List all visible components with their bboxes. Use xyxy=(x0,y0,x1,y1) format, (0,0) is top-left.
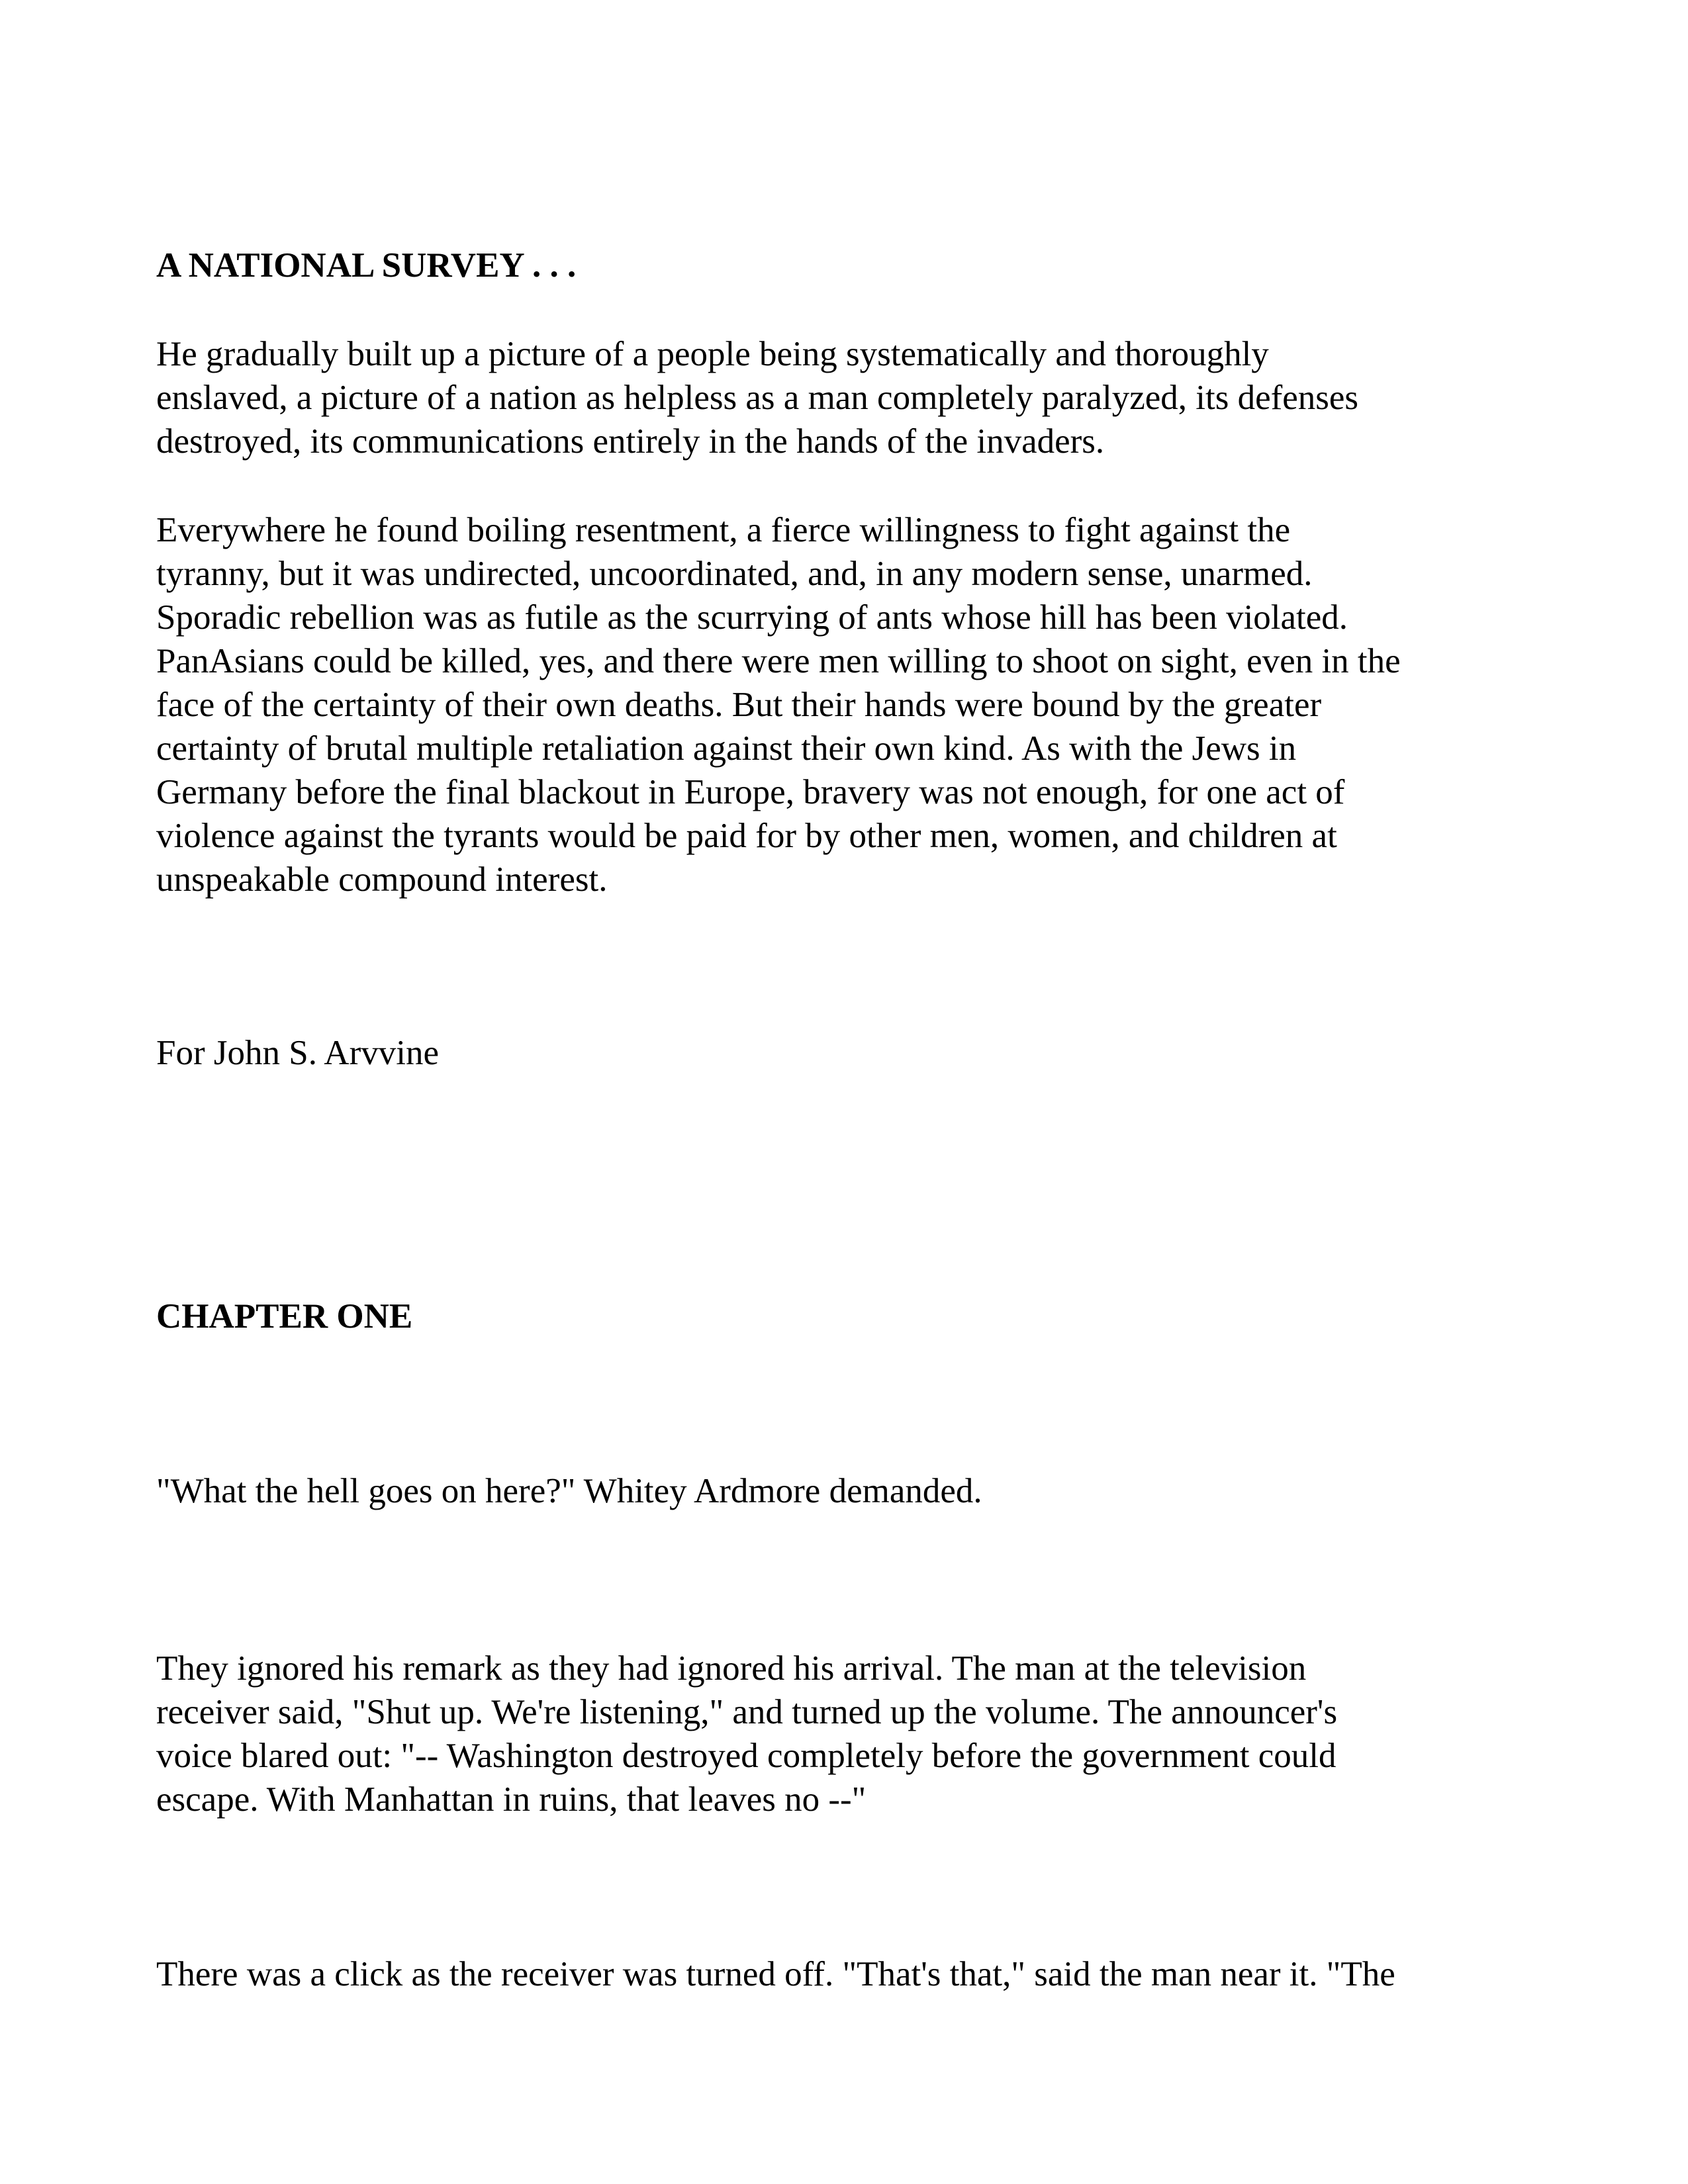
paragraph-resentment: Everywhere he found boiling resentment, a fierce willingness to fight against the tyranny, but it was undirected, uncoordinated, and, in any modern sense, unarmed. Sporadic rebellion was as futile as the scurrying of ants whose hill has been violated. PanAsians could be killed, yes, and there were men willing to shoot on sight, even in the face of the certainty of their own deaths. But their hands were bound by the greater certainty of brutal multiple retaliation against their own kind. As with the Jews in Germany before the final blackout in Europe, bravery was not enough, for one act of violence against the tyrants would be paid for by other men, women, and children at unspeakable compound interest. xyxy=(156,511,1401,899)
paragraph-click: There was a click as the receiver was turned off. "That's that," said the man near it. "The xyxy=(156,1955,1395,1993)
dedication-line: For John S. Arvvine xyxy=(156,1034,439,1072)
chapter-heading: CHAPTER ONE xyxy=(156,1297,413,1336)
paragraph-national-survey: He gradually built up a picture of a people being systematically and thoroughly enslaved, a picture of a nation as helpless as a man completely paralyzed, its defenses destroyed, its communications entirely in the hands of the invaders. xyxy=(156,335,1359,461)
paragraph-television: They ignored his remark as they had ignored his arrival. The man at the television receiver said, "Shut up. We're listening," and turned up the volume. The announcer's voice blared out: "-- Washington destroyed completely before the government could escape. With Manhattan in ruins, that leaves no --" xyxy=(156,1649,1338,1819)
paragraph-whitey-demand: "What the hell goes on here?" Whitey Ardmore demanded. xyxy=(156,1472,982,1510)
section-heading: A NATIONAL SURVEY . . . xyxy=(156,246,577,285)
